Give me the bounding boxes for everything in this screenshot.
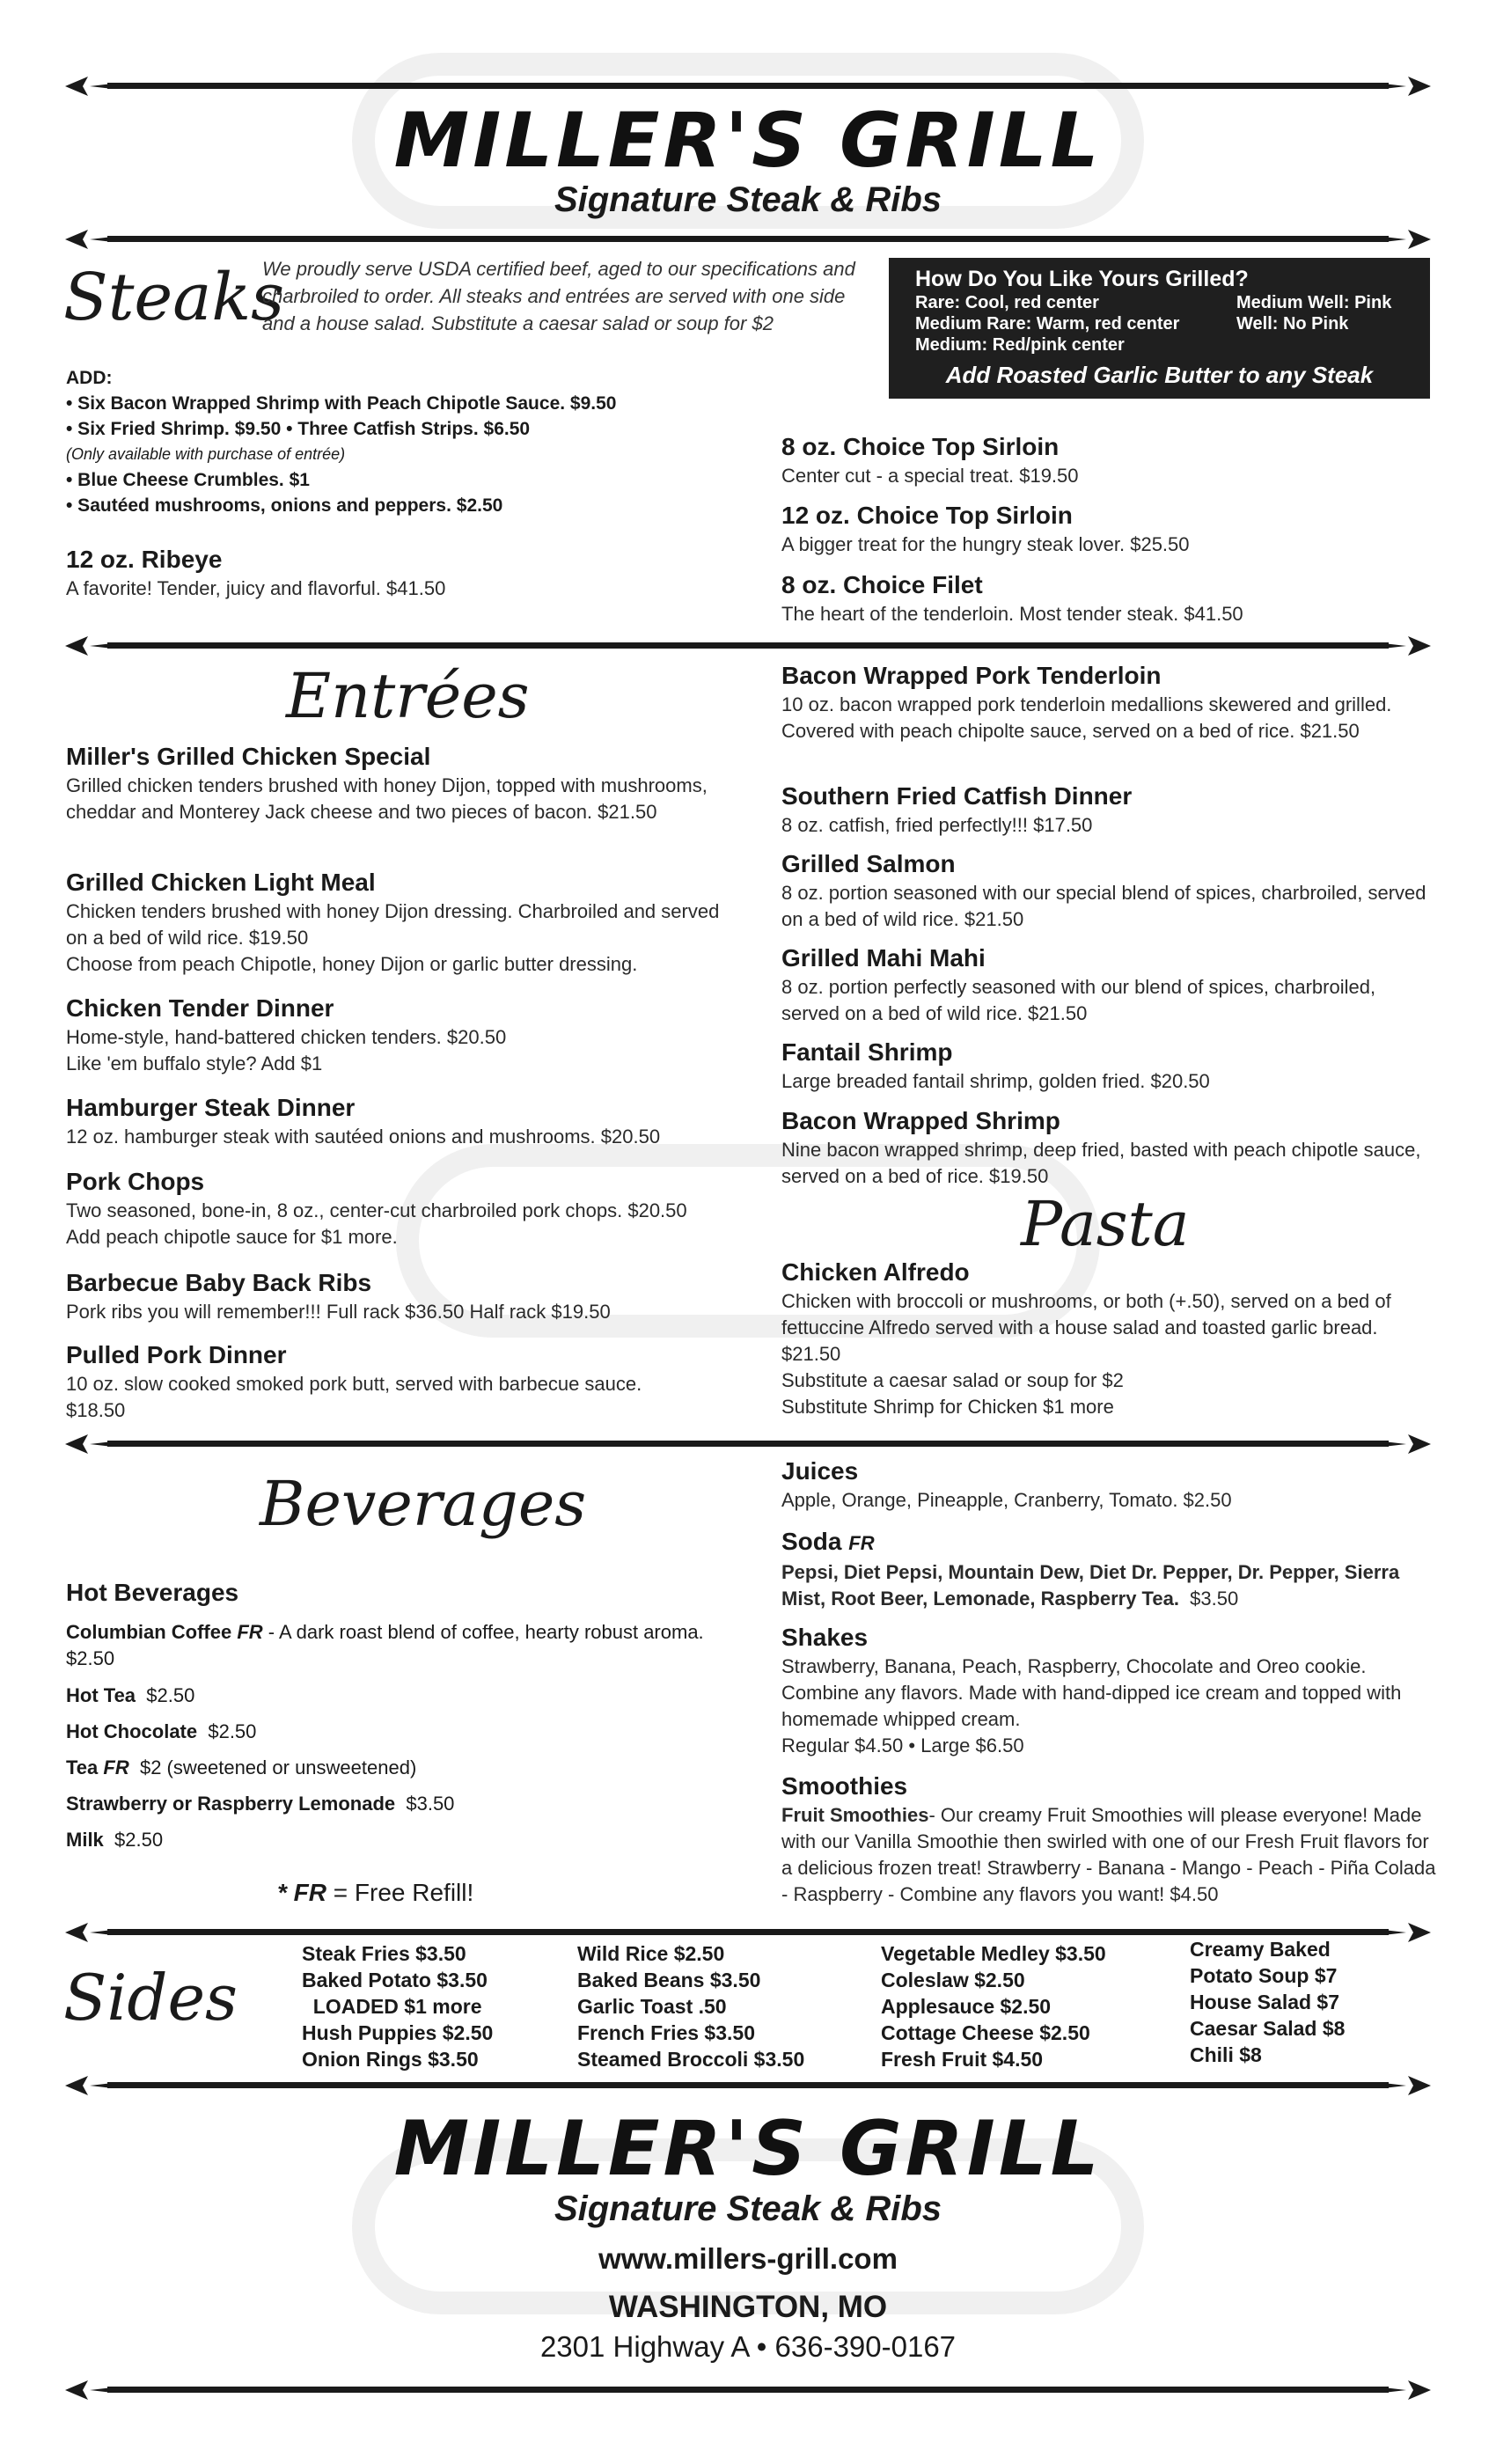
menu-item-chicken-tender-dinner	[66, 993, 735, 1077]
ornament-right-icon	[1383, 224, 1433, 254]
menu-item-bacon-wrapped-shrimp	[781, 1105, 1437, 1190]
grill-medium: Medium: Red/pink center	[915, 335, 1125, 355]
sides-column-1	[302, 1940, 493, 2072]
soda-price: $3.50	[1178, 1588, 1239, 1610]
divider-bottom	[63, 2372, 1433, 2408]
side-item: Onion Rings $3.50	[302, 2048, 479, 2071]
item-desc: 8 oz. portion seasoned with our special blend of spices, charbroiled, served on a bed of wild rice. $21.50	[781, 882, 1426, 930]
menu-item-pork-tenderloin	[781, 660, 1437, 744]
grill-medium-well: Medium Well: Pink	[1236, 293, 1392, 312]
beverage-milk	[66, 1827, 163, 1853]
header-tagline: Signature Steak & Ribs	[554, 180, 942, 219]
item-desc: 8 oz. catfish, fried perfectly!!! $17.50	[781, 814, 1093, 836]
steak-addons	[66, 365, 616, 518]
menu-item-juices	[781, 1456, 1437, 1514]
entrees-heading: Entrées	[286, 660, 530, 732]
item-name: Shakes	[781, 1624, 869, 1651]
addon-item: • Sautéed mushrooms, onions and peppers. $2.50	[66, 495, 503, 516]
item-name: Pork Chops	[66, 1168, 205, 1195]
sides-column-4	[1190, 1936, 1345, 2068]
grill-preference-box	[889, 258, 1430, 399]
free-refill-text: = Free Refill!	[326, 1879, 474, 1906]
beverage-name: Tea	[66, 1756, 99, 1778]
beverage-tea	[66, 1755, 416, 1781]
footer-logo: MILLER'S GRILL	[393, 2105, 1103, 2193]
item-desc: Apple, Orange, Pineapple, Cranberry, Tomato. $2.50	[781, 1489, 1232, 1511]
beverage-lemonade	[66, 1791, 454, 1817]
side-item: Chili $8	[1190, 2043, 1262, 2066]
soda-list: Pepsi, Diet Pepsi, Mountain Dew, Diet Dr. Pepper, Dr. Pepper, Sierra Mist, Root Beer, Lemonade, Raspberry Tea.	[781, 1561, 1400, 1610]
addons-title: ADD:	[66, 368, 113, 388]
item-name: Hamburger Steak Dinner	[66, 1094, 356, 1121]
side-item: Hush Puppies $2.50	[302, 2021, 494, 2044]
divider-steaks-entrees	[63, 628, 1433, 664]
beverage-name: Columbian Coffee	[66, 1621, 232, 1643]
beverage-price: $2.50	[136, 1684, 195, 1706]
ornament-right-icon	[1383, 1429, 1433, 1459]
side-item: Caesar Salad $8	[1190, 2017, 1346, 2040]
item-desc: The heart of the tenderloin. Most tender steak. $41.50	[781, 603, 1243, 625]
item-desc-note: Substitute a caesar salad or soup for $2	[781, 1369, 1124, 1391]
header-logo: MILLER'S GRILL	[393, 97, 1103, 185]
side-item: Steamed Broccoli $3.50	[577, 2048, 805, 2071]
beverage-name: Hot Tea	[66, 1684, 136, 1706]
side-item: Wild Rice $2.50	[577, 1942, 725, 1965]
item-desc: Nine bacon wrapped shrimp, deep fried, basted with peach chipotle sauce, served on a bed of rice. $19.50	[781, 1139, 1421, 1187]
steaks-heading: Steaks	[63, 260, 285, 335]
hot-beverages-title	[66, 1577, 238, 1609]
item-desc-note: Substitute Shrimp for Chicken $1 more	[781, 1396, 1114, 1418]
beverage-name: Milk	[66, 1829, 104, 1851]
addon-item: • Six Fried Shrimp. $9.50 • Three Catfish Strips. $6.50	[66, 419, 531, 439]
item-name: Grilled Salmon	[781, 850, 956, 877]
beverage-hot-tea	[66, 1683, 194, 1709]
beverage-name: Strawberry or Raspberry Lemonade	[66, 1793, 396, 1815]
side-item: Baked Beans $3.50	[577, 1969, 761, 1991]
beverage-name: Hot Chocolate	[66, 1720, 198, 1742]
footer-website[interactable]: www.millers-grill.com	[598, 2242, 898, 2275]
item-desc-note: Add peach chipotle sauce for $1 more.	[66, 1226, 398, 1248]
item-desc: 10 oz. slow cooked smoked pork butt, served with barbecue sauce. $18.50	[66, 1373, 642, 1421]
item-name: Bacon Wrapped Pork Tenderloin	[781, 662, 1162, 689]
menu-item-filet	[781, 569, 1433, 627]
free-refill-tag: FR	[103, 1756, 129, 1778]
side-item: Applesauce $2.50	[881, 1995, 1052, 2018]
ornament-left-icon	[63, 1429, 113, 1459]
free-refill-legend	[277, 1879, 473, 1907]
addon-item: • Blue Cheese Crumbles. $1	[66, 470, 310, 490]
menu-item-sirloin-8	[781, 431, 1433, 489]
addon-note: (Only available with purchase of entrée)	[66, 445, 346, 463]
item-desc: A bigger treat for the hungry steak lover. $25.50	[781, 533, 1190, 555]
item-name: Miller's Grilled Chicken Special	[66, 743, 431, 770]
item-name: Pulled Pork Dinner	[66, 1341, 287, 1368]
item-price: Regular $4.50 • Large $6.50	[781, 1734, 1024, 1756]
item-name: Bacon Wrapped Shrimp	[781, 1107, 1060, 1134]
beverage-coffee	[66, 1619, 708, 1672]
menu-item-catfish-dinner	[781, 781, 1437, 839]
item-desc: Chicken with broccoli or mushrooms, or both (+.50), served on a bed of fettuccine Alfredo served with a house salad and toasted garlic bread. $21.50	[781, 1290, 1391, 1365]
item-name: Grilled Mahi Mahi	[781, 944, 986, 972]
item-name: Soda	[781, 1528, 842, 1555]
item-desc: Large breaded fantail shrimp, golden fried. $20.50	[781, 1070, 1210, 1092]
grill-rare: Rare: Cool, red center	[915, 293, 1099, 312]
menu-item-hamburger-steak	[66, 1092, 735, 1150]
side-item: House Salad $7	[1190, 1991, 1340, 2013]
free-refill-tag: FR	[237, 1621, 263, 1643]
grill-box-heading: How Do You Like Yours Grilled?	[915, 267, 1249, 291]
item-desc	[781, 1802, 1437, 1908]
side-item: Cottage Cheese $2.50	[881, 2021, 1090, 2044]
footer-address: 2301 Highway A • 636-390-0167	[539, 2330, 957, 2363]
menu-item-soda	[781, 1526, 1437, 1612]
side-item: Vegetable Medley $3.50	[881, 1942, 1106, 1965]
item-desc-note: Choose from peach Chipotle, honey Dijon or garlic butter dressing.	[66, 953, 638, 975]
menu-item-baby-back-ribs	[66, 1267, 735, 1325]
side-item: Garlic Toast .50	[577, 1995, 727, 2018]
side-item: Coleslaw $2.50	[881, 1969, 1025, 1991]
ornament-left-icon	[63, 631, 113, 661]
beverages-heading: Beverages	[260, 1468, 587, 1540]
item-name: Fantail Shrimp	[781, 1038, 953, 1066]
menu-item-chicken-light-meal	[66, 867, 735, 978]
beverage-price: $2.50	[197, 1720, 257, 1742]
addon-item: • Six Bacon Wrapped Shrimp with Peach Chipotle Sauce. $9.50	[66, 393, 617, 414]
item-desc: Home-style, hand-battered chicken tenders. $20.50	[66, 1026, 507, 1048]
beverage-hot-chocolate	[66, 1719, 256, 1745]
item-desc: 10 oz. bacon wrapped pork tenderloin medallions skewered and grilled. Covered with peach chipolte sauce, served on a bed of rice. $21.50	[781, 693, 1392, 742]
menu-item-grilled-chicken-special	[66, 741, 735, 825]
menu-item-pulled-pork	[66, 1339, 682, 1424]
item-name: Smoothies	[781, 1772, 908, 1800]
item-name: Chicken Alfredo	[781, 1258, 970, 1286]
item-name: Chicken Tender Dinner	[66, 994, 334, 1022]
item-desc: Center cut - a special treat. $19.50	[781, 465, 1079, 487]
free-refill-mark: * FR	[277, 1879, 326, 1906]
side-item: Baked Potato $3.50	[302, 1969, 488, 1991]
item-name: Hot Beverages	[66, 1579, 239, 1606]
item-name: Juices	[781, 1457, 859, 1485]
menu-item-grilled-salmon	[781, 848, 1437, 933]
menu-item-mahi-mahi	[781, 942, 1437, 1027]
menu-item-sirloin-12	[781, 500, 1433, 558]
grill-medium-rare: Medium Rare: Warm, red center	[915, 314, 1180, 334]
ornament-left-icon	[63, 224, 113, 254]
menu-item-ribeye	[66, 544, 770, 602]
smoothie-desc: - Our creamy Fruit Smoothies will please everyone! Made with our Vanilla Smoothie then swirled with one of our Fresh Fruit flavors for a delicious frozen treat! Strawberry - Banana - Mango - Peach - Piña Colada - Raspberry - Combine any flavors you want! $4.50	[781, 1804, 1436, 1905]
divider-under-header	[63, 222, 1433, 257]
sides-column-2	[577, 1940, 804, 2072]
beverage-desc: $2 (sweetened or unsweetened)	[128, 1756, 417, 1778]
divider-sides-footer	[63, 2068, 1433, 2103]
beverage-price: $3.50	[395, 1793, 455, 1815]
menu-item-fantail-shrimp	[781, 1037, 1437, 1095]
side-item: Steak Fries $3.50	[302, 1942, 466, 1965]
footer-tagline: Signature Steak & Ribs	[554, 2189, 942, 2228]
item-name: Barbecue Baby Back Ribs	[66, 1269, 372, 1296]
free-refill-tag: FR	[848, 1532, 875, 1554]
ornament-right-icon	[1383, 631, 1433, 661]
item-desc: Grilled chicken tenders brushed with honey Dijon, topped with mushrooms, cheddar and Monterey Jack cheese and two pieces of bacon. $21.50	[66, 774, 708, 823]
smoothie-lead: Fruit Smoothies	[781, 1804, 929, 1826]
item-desc: Chicken tenders brushed with honey Dijon dressing. Charbroiled and served on a bed of wild rice. $19.50	[66, 900, 720, 949]
item-desc: Pork ribs you will remember!!! Full rack $36.50 Half rack $19.50	[66, 1301, 611, 1323]
menu-item-shakes	[781, 1622, 1437, 1759]
side-item: Potato Soup $7	[1190, 1964, 1338, 1987]
side-item: French Fries $3.50	[577, 2021, 755, 2044]
side-item-note: LOADED $1 more	[302, 1995, 482, 2018]
grill-box-footer: Add Roasted Garlic Butter to any Steak	[945, 362, 1374, 388]
item-desc: Two seasoned, bone-in, 8 oz., center-cut charbroiled pork chops. $20.50	[66, 1199, 687, 1221]
footer-city: WASHINGTON, MO	[608, 2290, 888, 2324]
menu-item-pork-chops	[66, 1166, 735, 1250]
side-item: Creamy Baked	[1190, 1938, 1331, 1961]
sides-heading: Sides	[63, 1961, 238, 2035]
item-desc: 12 oz. hamburger steak with sautéed onions and mushrooms. $20.50	[66, 1126, 661, 1148]
item-name: 12 oz. Ribeye	[66, 546, 223, 573]
item-desc-note: Like 'em buffalo style? Add $1	[66, 1052, 323, 1074]
item-desc: Strawberry, Banana, Peach, Raspberry, Chocolate and Oreo cookie. Combine any flavors. Made with hand-dipped ice cream and topped with homemade whipped cream.	[781, 1655, 1402, 1730]
steaks-intro: We proudly serve USDA certified beef, aged to our specifications and charbroiled to order. All steaks and entrées are served with one side and a house salad. Substitute a caesar salad or soup for $2	[262, 258, 855, 334]
menu-item-smoothies	[781, 1771, 1437, 1908]
item-name: 8 oz. Choice Top Sirloin	[781, 433, 1060, 460]
ornament-right-icon	[1383, 2375, 1433, 2405]
grill-well: Well: No Pink	[1236, 314, 1349, 334]
sides-column-3	[881, 1940, 1106, 2072]
item-name: Southern Fried Catfish Dinner	[781, 782, 1133, 810]
ornament-right-icon	[1383, 2071, 1433, 2101]
item-name: 12 oz. Choice Top Sirloin	[781, 502, 1073, 529]
ornament-left-icon	[63, 1918, 113, 1947]
menu-item-chicken-alfredo	[781, 1257, 1437, 1420]
item-desc: A favorite! Tender, juicy and flavorful. $41.50	[66, 577, 446, 599]
ornament-left-icon	[63, 2375, 113, 2405]
item-name: 8 oz. Choice Filet	[781, 571, 983, 598]
beverage-desc: - A dark roast blend of coffee, hearty robust aroma. $2.50	[66, 1621, 704, 1669]
ornament-right-icon	[1383, 1918, 1433, 1947]
ornament-left-icon	[63, 2071, 113, 2101]
pasta-heading: Pasta	[1021, 1188, 1190, 1260]
item-desc: 8 oz. portion perfectly seasoned with our blend of spices, charbroiled, served on a bed of wild rice. $21.50	[781, 976, 1376, 1024]
item-desc	[781, 1559, 1437, 1612]
beverage-price: $2.50	[103, 1829, 164, 1851]
item-name: Grilled Chicken Light Meal	[66, 869, 376, 896]
item-name-row	[781, 1526, 1437, 1559]
side-item: Fresh Fruit $4.50	[881, 2048, 1044, 2071]
